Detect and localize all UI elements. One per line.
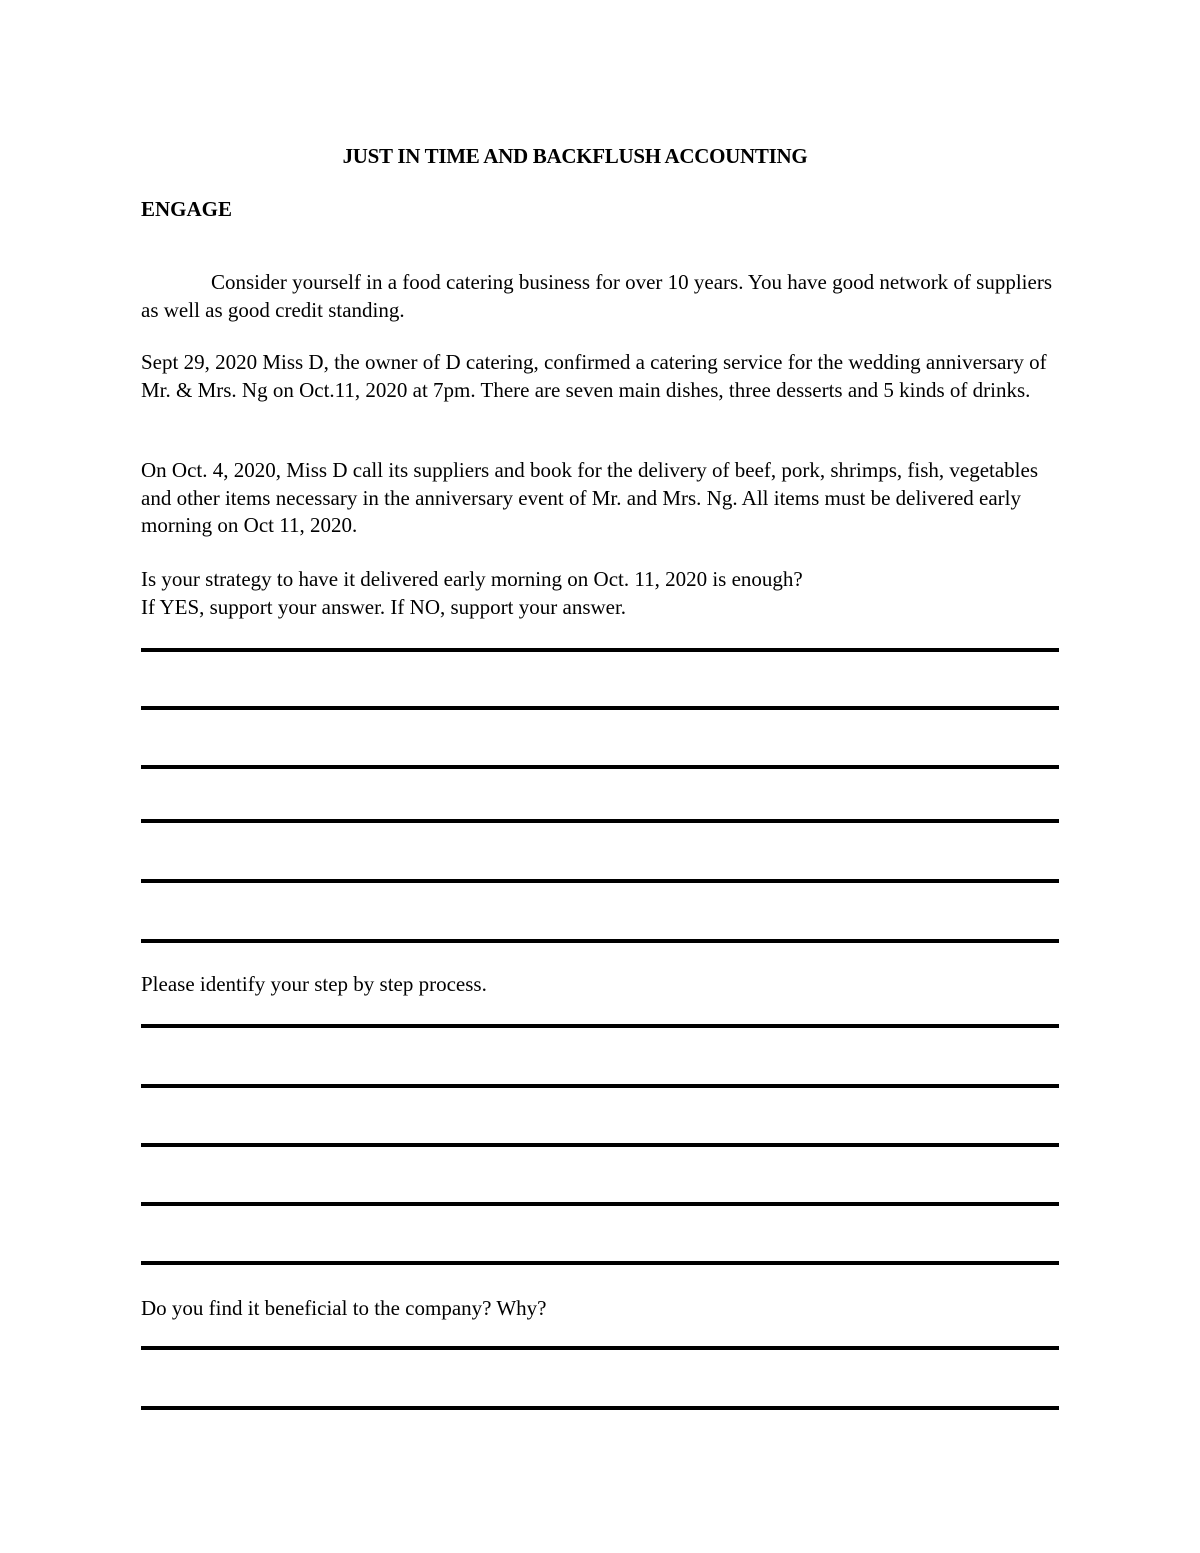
answer-line[interactable] bbox=[141, 706, 1059, 710]
answer-line[interactable] bbox=[141, 1143, 1059, 1147]
paragraph-intro-text: Consider yourself in a food catering business for over 10 years. You have good network of suppliers as well as good credit standing. bbox=[141, 270, 1053, 322]
question-step-process: Please identify your step by step process. bbox=[141, 972, 487, 996]
answer-line[interactable] bbox=[141, 939, 1059, 943]
answer-line[interactable] bbox=[141, 1261, 1059, 1265]
answer-line[interactable] bbox=[141, 765, 1059, 769]
document-title: JUST IN TIME AND BACKFLUSH ACCOUNTING bbox=[342, 144, 808, 168]
answer-line[interactable] bbox=[141, 879, 1059, 883]
paragraph-supplier-booking: On Oct. 4, 2020, Miss D call its suppliers and book for the delivery of beef, pork, shrimps, fish, vegetables and other items necessary in the anniversary event of Mr. and Mrs. Ng. All items must be delivered early morning on Oct 11, 2020. bbox=[141, 458, 1039, 537]
answer-line[interactable] bbox=[141, 1084, 1059, 1088]
answer-line[interactable] bbox=[141, 1202, 1059, 1206]
question-strategy bbox=[141, 566, 1071, 621]
answer-line[interactable] bbox=[141, 1346, 1059, 1350]
answer-line[interactable] bbox=[141, 1024, 1059, 1028]
question-strategy-line2: If YES, support your answer. If NO, support your answer. bbox=[141, 594, 627, 619]
answer-line[interactable] bbox=[141, 648, 1059, 652]
paragraph-intro bbox=[141, 269, 1071, 324]
paragraph-confirmation: Sept 29, 2020 Miss D, the owner of D catering, confirmed a catering service for the wedding anniversary of Mr. & Mrs. Ng on Oct.11, 2020 at 7pm. There are seven main dishes, three desserts and 5 kinds of drinks. bbox=[141, 350, 1047, 402]
answer-line[interactable] bbox=[141, 1406, 1059, 1410]
question-strategy-line1: Is your strategy to have it delivered early morning on Oct. 11, 2020 is enough? bbox=[141, 567, 803, 591]
question-beneficial: Do you find it beneficial to the company? Why? bbox=[141, 1296, 547, 1320]
section-heading: ENGAGE bbox=[141, 197, 233, 221]
answer-line[interactable] bbox=[141, 819, 1059, 823]
